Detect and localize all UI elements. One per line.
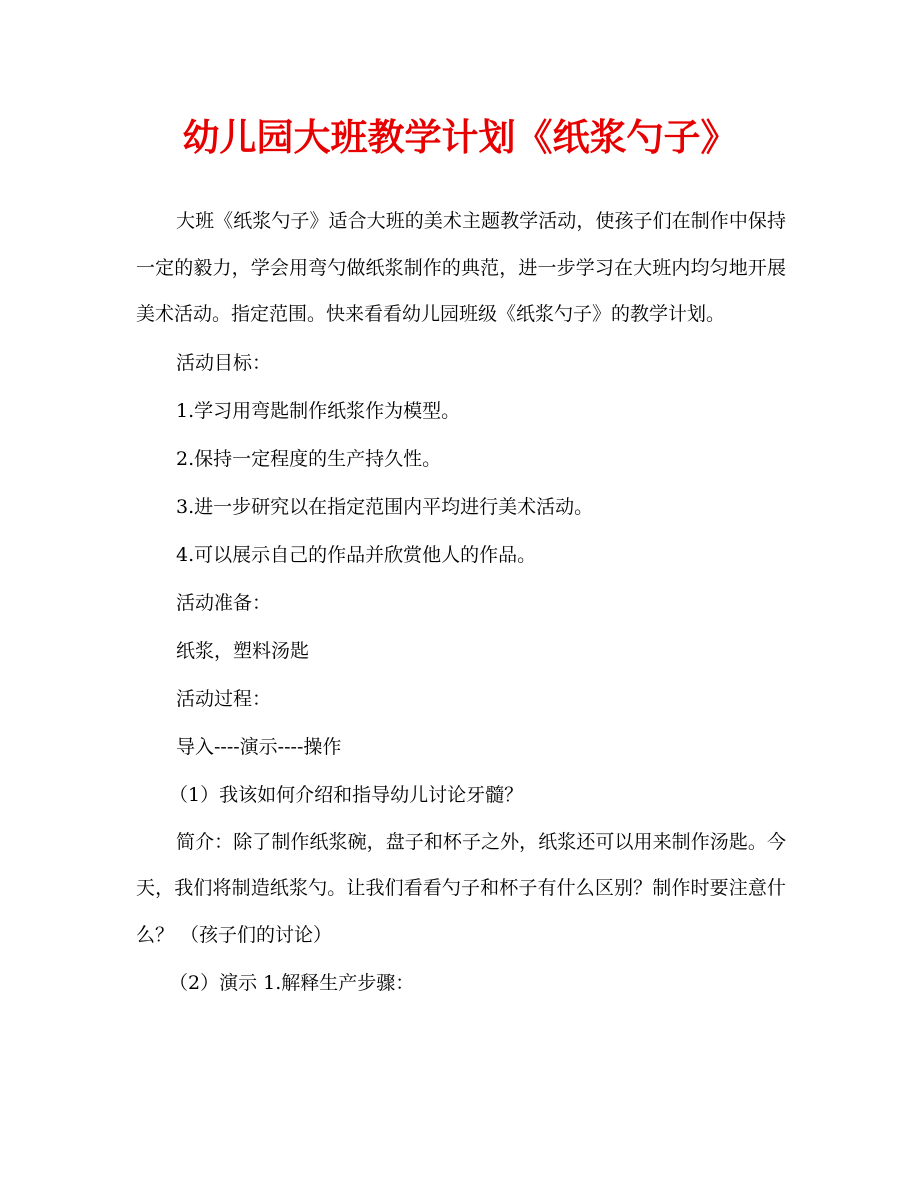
step1-paragraph: 简介：除了制作纸浆碗，盘子和杯子之外，纸浆还可以用来制作汤匙。今天，我们将制造纸浆勺。让我们看看勺子和杯子有什么区别？制作时要注意什么？ （孩子们的讨论） [136,830,786,946]
goals-heading: 活动目标： [176,351,272,374]
prep-heading: 活动准备： [176,591,272,614]
document-title: 幼儿园大班教学计划《纸浆勺子》 [182,115,738,159]
goal-item: 4.可以展示自己的作品并欣赏他人的作品。 [176,543,537,566]
step1-heading: （1）我该如何介绍和指导幼儿讨论牙髓？ [169,783,524,806]
prep-materials: 纸浆，塑料汤匙 [176,639,310,662]
intro-paragraph: 大班《纸浆勺子》适合大班的美术主题教学活动，使孩子们在制作中保持一定的毅力，学会用弯勺做纸浆制作的典范，进一步学习在大班内均匀地开展美术活动。指定范围。快来看看幼儿园班级《纸浆勺子》的教学计划。 [136,210,786,325]
goal-item: 3.进一步研究以在指定范围内平均进行美术活动。 [176,495,594,518]
goal-item: 2.保持一定程度的生产持久性。 [176,447,442,470]
process-flow: 导入----演示----操作 [176,735,342,758]
process-heading: 活动过程： [176,687,272,710]
step2-heading: （2）演示 1.解释生产步骤： [169,972,415,994]
goal-item: 1.学习用弯匙制作纸浆作为模型。 [176,399,461,422]
document-body [136,198,786,1007]
